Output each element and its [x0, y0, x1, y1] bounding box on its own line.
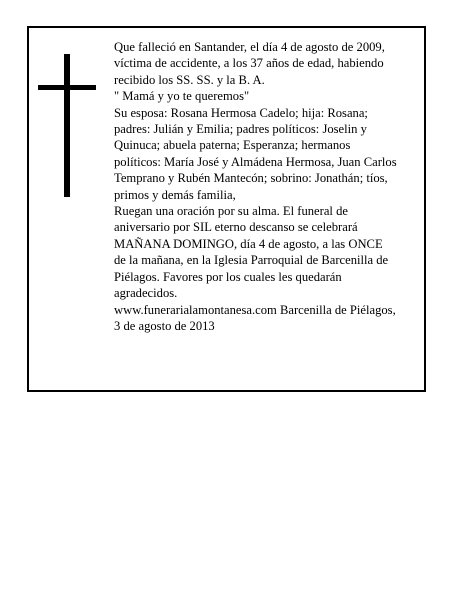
text-line: padres: Julián y Emilia; padres políticos: Joselin y [114, 122, 367, 137]
cross-horizontal-bar [38, 85, 96, 90]
text-line: 3 de agosto de 2013 [114, 318, 215, 333]
text-line: Quinuca; abuela paterna; Esperanza; hermanos [114, 138, 351, 153]
text-line: agradecidos. [114, 286, 178, 301]
text-line: Que falleció en Santander, el día 4 de agosto de 2009, [114, 40, 385, 54]
text-line: políticos: María José y Almádena Hermosa, Juan Carlos [114, 154, 397, 169]
cross-vertical-bar [64, 54, 70, 197]
text-line: Piélagos. Favores por los cuales les quedarán [114, 269, 342, 284]
obituary-text [114, 39, 426, 334]
text-line: " Mamá y yo te queremos" [114, 89, 250, 104]
text-line: Ruegan una oración por su alma. El funeral de [114, 204, 348, 219]
text-line: víctima de accidente, a los 37 años de edad, habiendo [114, 56, 384, 71]
text-line: primos y demás familia, [114, 187, 236, 202]
text-line: Su esposa: Rosana Hermosa Cadelo; hija: Rosana; [114, 105, 368, 120]
text-line: aniversario por SIL eterno descanso se celebrará [114, 220, 358, 235]
text-line: www.funerarialamontanesa.com Barcenilla de Piélagos, [114, 302, 396, 317]
text-line: recibido los SS. SS. y la B. A. [114, 72, 265, 87]
text-line: de la mañana, en la Iglesia Parroquial de Barcenilla de [114, 253, 389, 268]
text-line: MAÑANA DOMINGO, día 4 de agosto, a las ONCE [114, 236, 383, 251]
text-line: Temprano y Rubén Mantecón; sobrino: Jonathán; tíos, [114, 171, 388, 186]
